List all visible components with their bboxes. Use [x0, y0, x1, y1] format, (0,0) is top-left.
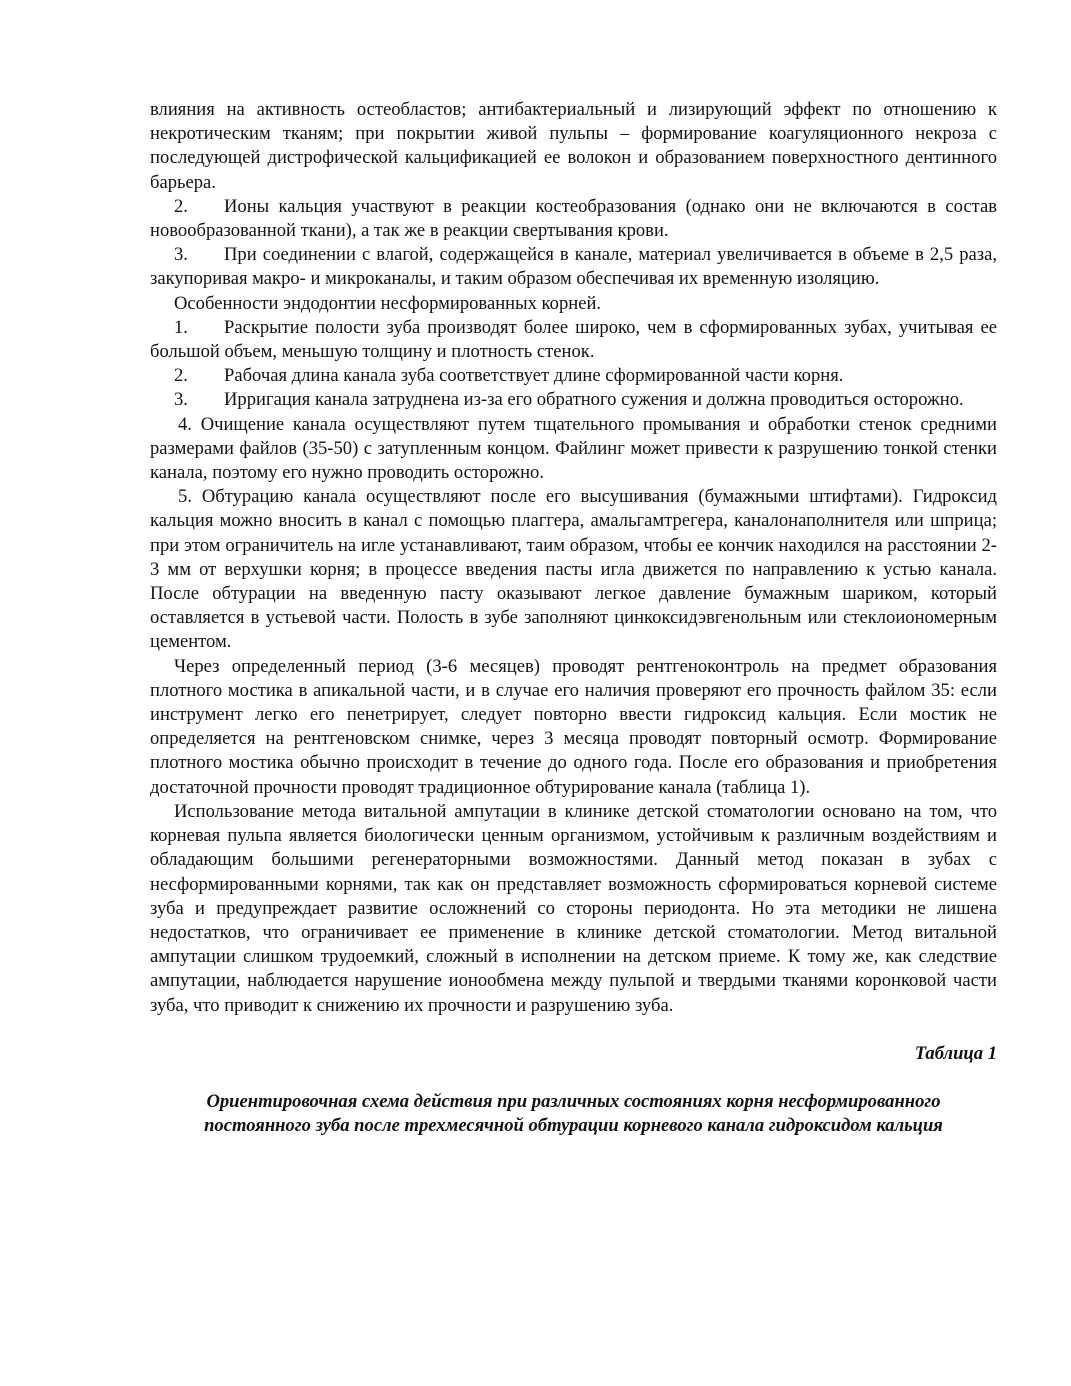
paragraph-vital-amputation: Использование метода витальной ампутации в клинике детской стоматологии основано на том, что корневая пульпа является биологически ценным организмом, устойчивым к различным воздействиям и обладающим большими регенераторными возможностями. Данный метод показан в зубах с несформированными корнями, так как он представляет возможность сформироваться корневой системе зуба и предупреждает развитие осложнений со стороны периодонта. Но эта методики не лишена недостатков, что ограничивает ее применение в клинике детской стоматологии. Метод витальной ампутации слишком трудоемкий, сложный в исполнении на детском приеме. К тому же, как следствие ампутации, наблюдается нарушение ионообмена между пульпой и твердыми тканями коронковой части зуба, что приводит к снижению их прочности и разрушению зуба. [150, 800, 997, 1016]
feature-item-1 [150, 316, 997, 364]
list-text: Ирригация канала затруднена из-за его обратного сужения и должна проводиться осторожно. [224, 389, 964, 411]
list-number: 1. [174, 316, 188, 338]
feature-item-3 [150, 388, 997, 412]
list-text: При соединении с влагой, содержащейся в канале, материал увеличивается в объеме в 2,5 раза, закупоривая макро- и микроканалы, и таким образом обеспечивая их временную изоляцию. [150, 244, 997, 290]
list-number: 3. [174, 244, 188, 266]
list-text: Обтурацию канала осуществляют после его высушивания (бумажными штифтами). Гидроксид кальция можно вносить в канал с помощью плаггера, амальгамтрегера, каналонаполнителя или шприца; при этом ограничитель на игле устанавливают, таим образом, чтобы ее кончик находился на расстоянии 2-3 мм от верхушки корня; в процессе введения пасты игла движется по направлению к устью канала. После обтурации на введенную пасту оказывают легкое давление бумажным шариком, который оставляется в устьевой части. Полость в зубе заполняют цинкоксидэвгенольным или стеклоиономерным цементом. [150, 486, 997, 653]
paragraph-follow-up: Через определенный период (3-6 месяцев) проводят рентгеноконтроль на предмет образования плотного мостика в апикальной части, и в случае его наличия проверяют его прочность файлом 35: если инструмент легко его пенетрирует, следует повторно ввести гидроксид кальция. Если мостик не определяется на рентгеновском снимке, через 3 месяца проводят повторный осмотр. Формирование плотного мостика обычно происходит в течение до одного года. После его образования и приобретения достаточной прочности проводят традиционное обтурирование канала (таблица 1). [150, 655, 997, 798]
list-number: 2. [174, 365, 188, 387]
list-text: Ионы кальция участвуют в реакции костеобразования (однако они не включаются в состав новообразованной ткани), а так же в реакции свертывания крови. [150, 195, 997, 242]
feature-item-4 [150, 413, 997, 486]
list-number: 2. [174, 195, 188, 217]
list-text: Очищение канала осуществляют путем тщательного промывания и обработки стенок средними размерами файлов (35-50) с затупленным концом. Файлинг может привести к разрушению тонкой стенки канала, поэтому его нужно проводить осторожно. [150, 413, 997, 484]
document-page [150, 98, 997, 1138]
list-item-3 [150, 243, 997, 291]
feature-item-5 [150, 485, 997, 654]
list-number: 4. [178, 413, 192, 435]
list-number: 5. [178, 486, 192, 508]
table-title-line-2: постоянного зуба после трехмесячной обтурации корневого канала гидроксидом кальция [204, 1115, 943, 1137]
table-title-line-1: Ориентировочная схема действия при различных состояниях корня несформированного [206, 1090, 941, 1112]
list-text: Раскрытие полости зуба производят более широко, чем в сформированных зубах, учитывая ее большой объем, меньшую толщину и плотность стенок. [150, 316, 997, 363]
list-item-2 [150, 195, 997, 243]
table-caption: Таблица 1 [914, 1042, 997, 1064]
list-number: 3. [174, 389, 188, 411]
feature-item-2 [150, 364, 997, 388]
features-heading: Особенности эндодонтии несформированных корней. [174, 292, 602, 314]
list-text: Рабочая длина канала зуба соответствует длине сформированной части корня. [224, 365, 844, 387]
paragraph-intro: влияния на активность остеобластов; антибактериальный и лизирующий эффект по отношению к некротическим тканям; при покрытии живой пульпы – формирование коагуляционного некроза с последующей дистрофической кальцификацией ее волокон и образованием поверхностного дентинного барьера. [150, 99, 997, 193]
